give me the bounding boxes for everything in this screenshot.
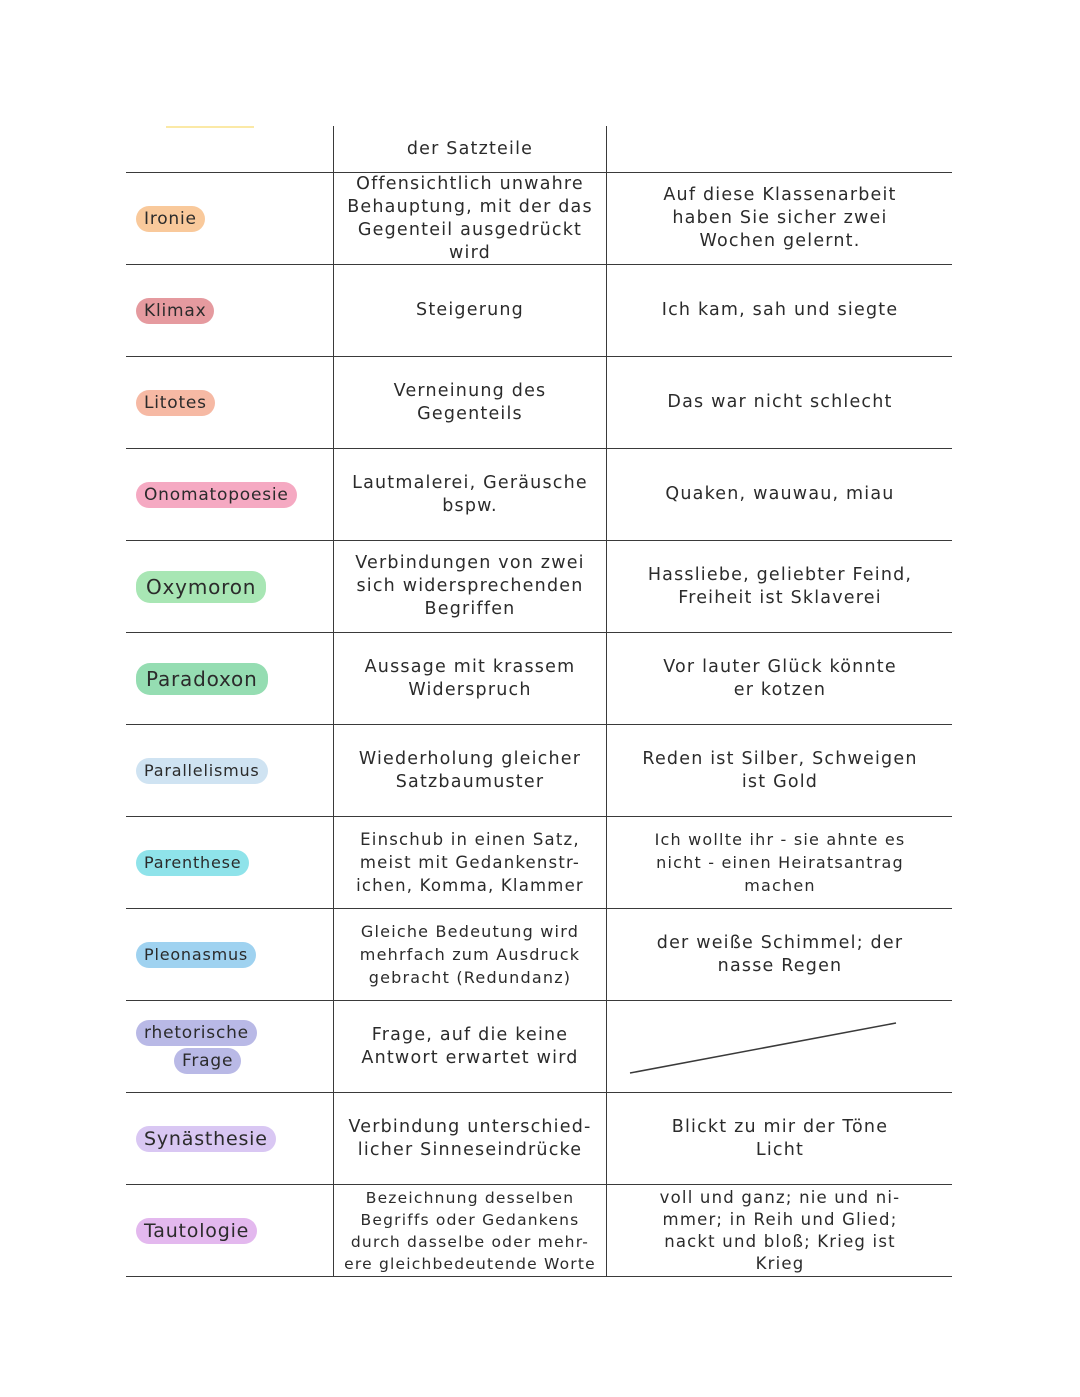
definition-text: Einschub in einen Satz, meist mit Gedankenstr- ichen, Komma, Klammer [356, 830, 584, 895]
definition-text: Steigerung [416, 300, 524, 320]
example-text: Vor lauter Glück könnte er kotzen [663, 656, 897, 700]
term-label-parallelismus: Parallelismus [136, 758, 268, 784]
example-text: Ich wollte ihr - sie ahnte es nicht - einen Heiratsantrag machen [654, 830, 906, 895]
example-text: Quaken, wauwau, miau [665, 484, 895, 504]
definition-text: Lautmalerei, Geräusche bspw. [352, 472, 588, 516]
definition-text: Aussage mit krassem Widerspruch [364, 656, 576, 700]
term-label-parenthese: Parenthese [136, 850, 249, 876]
table-row-parallelismus [126, 725, 952, 817]
strikethrough-line [626, 1015, 906, 1079]
table-row-ironie [126, 173, 952, 265]
example-text: Blickt zu mir der Töne Licht [671, 1116, 889, 1160]
table-row-partial-top [126, 126, 952, 173]
example-text: Ich kam, sah und siegte [661, 300, 899, 320]
rhetorical-devices-table [126, 126, 952, 1277]
example-text: der weiße Schimmel; der nasse Regen [656, 932, 904, 976]
definition-text: Bezeichnung desselben Begriffs oder Gedankens durch dasselbe oder mehr- ere gleichbedeutende Worte [344, 1188, 596, 1273]
definition-text: Frage, auf die keine Antwort erwartet wird [361, 1024, 579, 1068]
term-label-rhetorische: rhetorische [136, 1020, 257, 1046]
example-text: voll und ganz; nie und ni- mmer; in Reih und Glied; nackt und bloß; Krieg ist Krieg [659, 1187, 901, 1273]
definition-text: Verneinung des Gegenteils [393, 380, 547, 424]
definition-text: Wiederholung gleicher Satzbaumuster [358, 748, 582, 792]
table-row-tautologie [126, 1185, 952, 1277]
table-row-rhetorische-frage [126, 1001, 952, 1093]
term-label-oxymoron: Oxymoron [136, 571, 266, 603]
example-text: Auf diese Klassenarbeit haben Sie sicher zwei Wochen gelernt. [663, 185, 897, 251]
term-label-klimax: Klimax [136, 298, 214, 324]
table-row-onomatopoesie [126, 449, 952, 541]
table-row-pleonasmus [126, 909, 952, 1001]
table-row-litotes [126, 357, 952, 449]
term-label-paradoxon: Paradoxon [136, 663, 268, 695]
term-label-rhetorische-frage [136, 1020, 257, 1074]
example-text: Hassliebe, geliebter Feind, Freiheit ist Sklaverei [647, 564, 913, 608]
table-row-oxymoron [126, 541, 952, 633]
definition-text: Verbindungen von zwei sich widersprechenden Begriffen [355, 553, 585, 619]
definition-text: Verbindung unterschied- licher Sinneseindrücke [348, 1116, 592, 1160]
table-row-parenthese [126, 817, 952, 909]
term-label-frage: Frage [174, 1048, 241, 1074]
term-label-ironie: Ironie [136, 206, 205, 232]
definition-text: der Satzteile [406, 138, 534, 159]
table-row-paradoxon [126, 633, 952, 725]
definition-text: Offensichtlich unwahre Behauptung, mit der das Gegenteil ausgedrückt wird [347, 173, 593, 263]
table-row-synaesthesie [126, 1093, 952, 1185]
table-row-klimax [126, 265, 952, 357]
example-text: Das war nicht schlecht [667, 392, 893, 412]
example-text: Reden ist Silber, Schweigen ist Gold [642, 748, 918, 792]
term-label-litotes: Litotes [136, 390, 215, 416]
term-label-pleonasmus: Pleonasmus [136, 942, 256, 968]
term-label-tautologie: Tautologie [136, 1218, 257, 1244]
term-label-synaesthesie: Synästhesie [136, 1126, 276, 1152]
term-label-onomatopoesie: Onomatopoesie [136, 482, 297, 508]
definition-text: Gleiche Bedeutung wird mehrfach zum Ausdruck gebracht (Redundanz) [359, 922, 581, 987]
